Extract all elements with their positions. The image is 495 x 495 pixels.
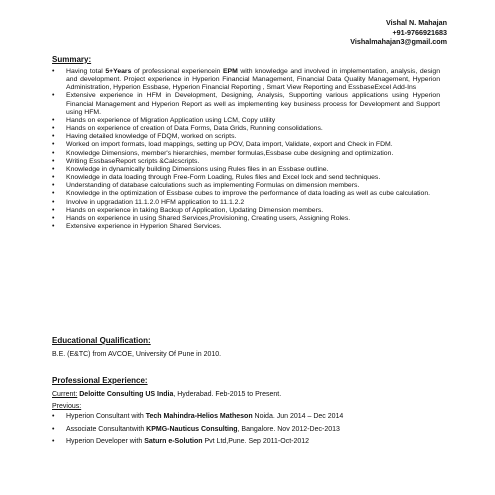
summary-item: • Hands on experience in using Shared Services,Provisioning, Creating users, Assigning Roles.: [52, 215, 440, 223]
previous-label: Previous:: [52, 403, 82, 410]
summary-item: • Having detailed knowledge of FDQM, worked on scripts.: [52, 133, 440, 141]
contact-block: [350, 18, 447, 47]
summary-item: • Writing EssbaseReport scripts &Calcscripts.: [52, 158, 440, 166]
summary-item: • Knowledge in data loading through Free-Form Loading, Rules files and Excel lock and send techniques.: [52, 174, 440, 182]
summary-heading: Summary:: [52, 55, 92, 64]
previous-job: • Hyperion Consultant with Tech Mahindra-Helios Matheson Noida. Jun 2014 – Dec 2014: [52, 411, 452, 424]
education-heading: Educational Qualification:: [52, 336, 151, 345]
summary-item: • Hands on experience in taking Backup of Application, Updating Dimension members.: [52, 207, 440, 215]
summary-list: [52, 68, 440, 231]
experience-heading: Professional Experience:: [52, 376, 148, 385]
previous-job: • Hyperion Developer with Saturn e-Solution Pvt Ltd,Pune. Sep 2011-Oct-2012: [52, 436, 452, 449]
summary-item: • Having total 5+Years of professional experiencein EPM with knowledge and involved in implementation, analysis, design and development. Project experience in Hyperion Financial Management, Financial Data Quality Management, Hyperion Administration, Hyperion Essbase, Hyperion Financial Reporting , Smart View Reporting and EssbaseExcel Add-Ins: [52, 68, 440, 92]
current-job: [52, 391, 281, 398]
summary-item: • Knowledge in the optimization of Essbase cubes to improve the performance of data loading as well as cube calculation.: [52, 190, 440, 198]
summary-item: • Understanding of database calculations such as implementing Formulas on dimension members.: [52, 182, 440, 190]
education-text: B.E. (E&TC) from AVCOE, University Of Pune in 2010.: [52, 351, 222, 358]
summary-item: • Knowledge Dimensions, member's hierarchies, member formulas,Essbase cube designing and optimization.: [52, 150, 440, 158]
current-label: Current:: [52, 391, 78, 398]
contact-name: Vishal N. Mahajan: [386, 18, 447, 27]
summary-item: • Knowledge in dynamically building Dimensions using Rules files in an Essbase outline.: [52, 166, 440, 174]
summary-item: • Extensive experience in HFM in Development, Designing, Analysis, Supporting various applications using Hyperion Financial Management and Hyperion Report as well as implementing key business process for Development and Support using HFM.: [52, 92, 440, 116]
contact-phone: +91-9766921683: [392, 27, 447, 37]
summary-item: • Worked on import formats, load mappings, setting up POV, Data import, Validate, export and Check in FDM.: [52, 141, 440, 149]
summary-item: • Hands on experience of Migration Application using LCM, Copy utility: [52, 117, 440, 125]
previous-jobs-list: [52, 411, 452, 449]
summary-item: • Hands on experience of creation of Data Forms, Data Grids, Running consolidations.: [52, 125, 440, 133]
contact-email: Vishalmahajan3@gmail.com: [350, 37, 447, 47]
current-details: , Hyderabad. Feb-2015 to Present.: [173, 391, 282, 398]
summary-item: • Involve in upgradation 11.1.2.0 HFM application to 11.1.2.2: [52, 199, 440, 207]
previous-job: • Associate Consultantwith KPMG-Nauticus Consulting, Bangalore. Nov 2012-Dec-2013: [52, 424, 452, 437]
current-company: Deloitte Consulting US India: [77, 391, 174, 398]
summary-item: • Extensive experience in Hyperion Shared Services.: [52, 223, 440, 231]
